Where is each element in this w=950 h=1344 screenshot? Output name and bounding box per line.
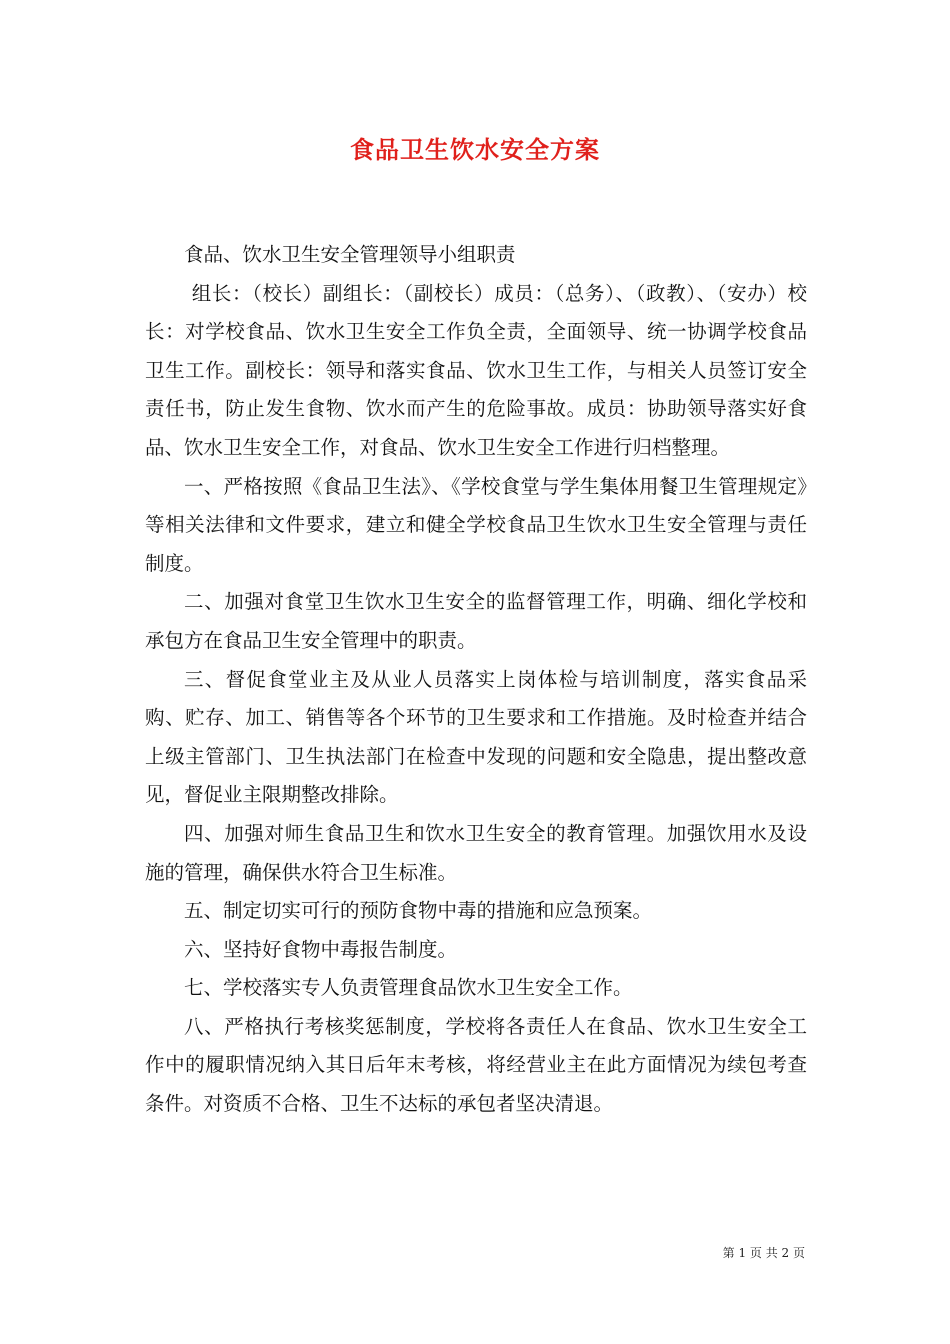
page-number: 第 1 页 共 2 页 [722, 1246, 805, 1260]
paragraph-item-8: 八、严格执行考核奖惩制度，学校将各责任人在食品、饮水卫生安全工作中的履职情况纳入其日后年末考核，将经营业主在此方面情况为续包考查条件。对资质不合格、卫生不达标的承包者坚决清退。 [145, 1014, 807, 1116]
document-body [145, 236, 807, 1124]
paragraph-subheading: 食品、饮水卫生安全管理领导小组职责 [184, 243, 516, 266]
document-title: 食品卫生饮水安全方案 [350, 135, 600, 164]
paragraph-leadership-duties: 组长：（校长）副组长：（副校长）成员：（总务）、（政教）、（安办）校长：对学校食品、饮水卫生安全工作负全责，全面领导、统一协调学校食品卫生工作。副校长：领导和落实食品、饮水卫生工作，与相关人员签订安全责任书，防止发生食物、饮水而产生的危险事故。成员：协助领导落实好食品、饮水卫生安全工作，对食品、饮水卫生安全工作进行归档整理。 [145, 281, 807, 459]
paragraph-item-6: 六、坚持好食物中毒报告制度。 [184, 937, 458, 961]
paragraph-item-5: 五、制定切实可行的预防食物中毒的措施和应急预案。 [184, 899, 653, 923]
paragraph-item-1: 一、严格按照《食品卫生法》、《学校食堂与学生集体用餐卫生管理规定》等相关法律和文件要求，建立和健全学校食品卫生饮水卫生安全管理与责任制度。 [145, 474, 807, 575]
paragraph-item-3: 三、督促食堂业主及从业人员落实上岗体检与培训制度，落实食品采购、贮存、加工、销售等各个环节的卫生要求和工作措施。及时检查并结合上级主管部门、卫生执法部门在检查中发现的问题和安全隐患，提出整改意见，督促业主限期整改排除。 [145, 667, 807, 807]
paragraph-item-2: 二、加强对食堂卫生饮水卫生安全的监督管理工作，明确、细化学校和承包方在食品卫生安全管理中的职责。 [145, 590, 807, 652]
paragraph-item-4: 四、加强对师生食品卫生和饮水卫生安全的教育管理。加强饮用水及设施的管理，确保供水符合卫生标准。 [145, 821, 807, 884]
paragraph-item-7: 七、学校落实专人负责管理食品饮水卫生安全工作。 [184, 976, 633, 1000]
